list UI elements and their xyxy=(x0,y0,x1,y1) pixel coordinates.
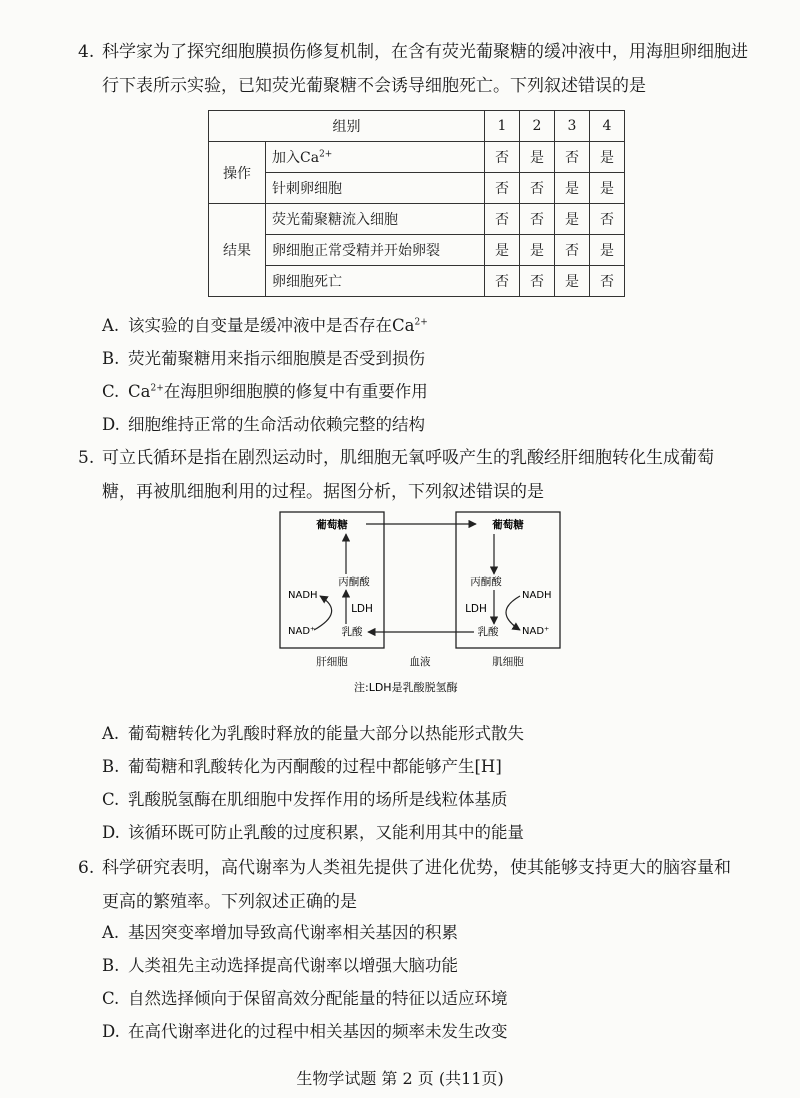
table-row xyxy=(209,173,625,204)
q5-stem-line1: 5. 可立氏循环是指在剧烈运动时，肌细胞无氧呼吸产生的乳酸经肝细胞转化生成葡萄 xyxy=(78,442,714,474)
table-cell: 是 xyxy=(485,235,520,266)
table-cell: 否 xyxy=(485,173,520,204)
table-cell: 否 xyxy=(485,266,520,297)
q5-option-b: B. 葡萄糖和乳酸转化为丙酮酸的过程中都能够产生[H] xyxy=(102,757,502,776)
q6-option-a: A. 基因突变率增加导致高代谢率相关基因的积累 xyxy=(102,923,458,942)
table-row-label: 卵细胞死亡 xyxy=(266,266,485,297)
q5-option-d: D. 该循环既可防止乳酸的过度积累，又能利用其中的能量 xyxy=(102,823,524,842)
muscle-nad-label: NAD⁺ xyxy=(522,626,550,637)
muscle-lactate-label: 乳酸 xyxy=(477,626,499,638)
liver-nad-label: NAD⁺ xyxy=(288,626,316,637)
q6-stem-line2: 更高的繁殖率。下列叙述正确的是 xyxy=(102,892,357,912)
group-header: 4 xyxy=(590,111,625,142)
muscle-glucose-label: 葡萄糖 xyxy=(492,519,524,531)
muscle-pyruvate-label: 丙酮酸 xyxy=(470,576,502,588)
muscle-cell-label: 肌细胞 xyxy=(492,656,524,668)
table-cell: 是 xyxy=(520,235,555,266)
liver-glucose-label: 葡萄糖 xyxy=(316,519,348,531)
table-cell: 是 xyxy=(590,142,625,173)
muscle-nadh-nad-arrow xyxy=(506,596,520,630)
table-row-label: 加入$Ca^{2+}$ xyxy=(266,142,485,173)
blood-label: 血液 xyxy=(409,656,431,668)
q4-option-a: A. 该实验的自变量是缓冲液中是否存在$Ca^{2+}$ xyxy=(102,316,428,335)
diagram-note: 注:LDH是乳酸脱氢酶 xyxy=(354,681,458,694)
table-cell: 否 xyxy=(555,142,590,173)
q5-option-a: A. 葡萄糖转化为乳酸时释放的能量大部分以热能形式散失 xyxy=(102,724,524,743)
q6-option-b: B. 人类祖先主动选择提高代谢率以增强大脑功能 xyxy=(102,956,458,975)
table-cell: 是 xyxy=(555,204,590,235)
q6-option-c: C. 自然选择倾向于保留高效分配能量的特征以适应环境 xyxy=(102,989,508,1008)
table-cell: 否 xyxy=(520,266,555,297)
liver-nadh-label: NADH xyxy=(288,590,318,601)
group-header: 2 xyxy=(520,111,555,142)
table-row-label: 针刺卵细胞 xyxy=(266,173,485,204)
table-row-label: 荧光葡聚糖流入细胞 xyxy=(266,204,485,235)
page-footer: 生物学试题 第 2 页 (共11页) xyxy=(296,1069,504,1088)
q5-stem-line2: 糖，再被肌细胞利用的过程。据图分析，下列叙述错误的是 xyxy=(102,482,544,502)
q4-option-c: C. $Ca^{2+}$在海胆卵细胞膜的修复中有重要作用 xyxy=(102,382,428,401)
liver-nad-nadh-arrow xyxy=(314,596,332,630)
table-cell: 否 xyxy=(555,235,590,266)
table-cell: 否 xyxy=(485,204,520,235)
table-row-label: 卵细胞正常受精并开始卵裂 xyxy=(266,235,485,266)
table-row xyxy=(209,204,625,235)
q6-stem-line1: 6. 科学研究表明，高代谢率为人类祖先提供了进化优势，使其能够支持更大的脑容量和 xyxy=(78,852,731,884)
table-cell: 是 xyxy=(555,173,590,204)
liver-ldh-label: LDH xyxy=(351,603,373,615)
q5-number: 5. xyxy=(78,448,95,468)
liver-lactate-label: 乳酸 xyxy=(341,626,363,638)
table-cell: 否 xyxy=(590,266,625,297)
q4-option-d: D. 细胞维持正常的生命活动依赖完整的结构 xyxy=(102,415,425,434)
q6-number: 6. xyxy=(78,858,95,878)
table-header-row xyxy=(209,111,625,142)
table-category: 结果 xyxy=(209,204,266,297)
table-cell: 否 xyxy=(485,142,520,173)
q6-option-d: D. 在高代谢率进化的过程中相关基因的频率未发生改变 xyxy=(102,1022,508,1041)
liver-pyruvate-label: 丙酮酸 xyxy=(338,576,370,588)
cori-cycle-diagram xyxy=(270,508,570,698)
table-cell: 是 xyxy=(520,142,555,173)
q4-stem-line2: 行下表所示实验，已知荧光葡聚糖不会诱导细胞死亡。下列叙述错误的是 xyxy=(102,76,646,96)
table-row xyxy=(209,142,625,173)
table-cell: 否 xyxy=(520,204,555,235)
table-cell: 否 xyxy=(520,173,555,204)
q4-option-b: B. 荧光葡聚糖用来指示细胞膜是否受到损伤 xyxy=(102,349,425,368)
liver-cell-label: 肝细胞 xyxy=(316,656,348,668)
cori-cycle-svg xyxy=(270,508,570,698)
table-cell: 是 xyxy=(590,173,625,204)
table-category: 操作 xyxy=(209,142,266,204)
table-row xyxy=(209,235,625,266)
table-cell: 是 xyxy=(590,235,625,266)
q4-stem-line1: 4. 科学家为了探究细胞膜损伤修复机制，在含有荧光葡聚糖的缓冲液中，用海胆卵细胞进 xyxy=(78,36,748,68)
muscle-nadh-label: NADH xyxy=(522,590,552,601)
table-row xyxy=(209,266,625,297)
experiment-table xyxy=(208,110,625,297)
q4-number: 4. xyxy=(78,42,95,62)
group-header: 3 xyxy=(555,111,590,142)
table-cell: 否 xyxy=(590,204,625,235)
table-header-label: 组别 xyxy=(209,111,485,142)
table-cell: 是 xyxy=(555,266,590,297)
group-header: 1 xyxy=(485,111,520,142)
q5-option-c: C. 乳酸脱氢酶在肌细胞中发挥作用的场所是线粒体基质 xyxy=(102,790,508,809)
muscle-ldh-label: LDH xyxy=(465,603,487,615)
